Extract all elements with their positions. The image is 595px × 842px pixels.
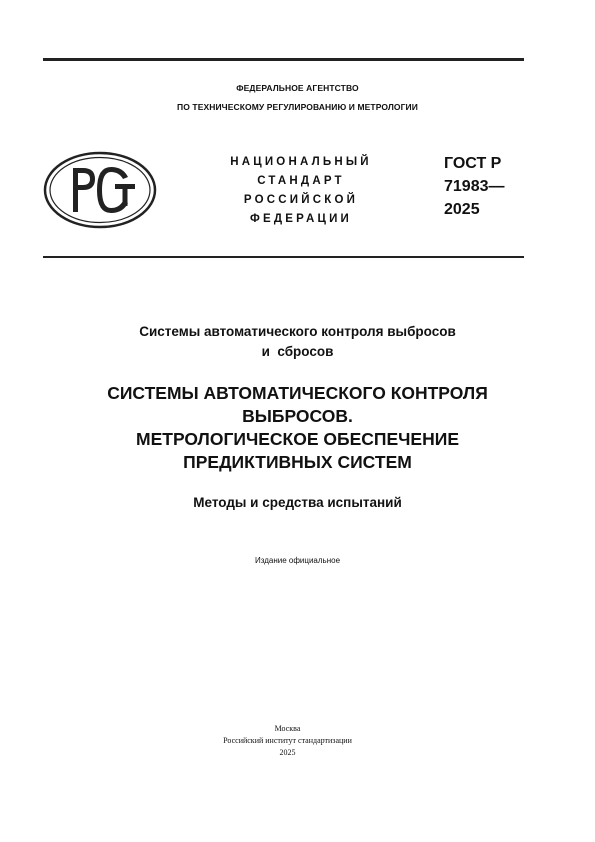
designation-line1: ГОСТ Р: [444, 155, 502, 172]
imprint-city: Москва: [274, 724, 301, 733]
standard-type-line: СТАНДАРТ: [257, 175, 345, 187]
series-title: [0, 322, 595, 362]
agency-name-line2: ПО ТЕХНИЧЕСКОМУ РЕГУЛИРОВАНИЮ И МЕТРОЛОГИИ: [177, 102, 418, 112]
document-title-line1: СИСТЕМЫ АВТОМАТИЧЕСКОГО КОНТРОЛЯ: [107, 383, 488, 403]
document-title-line4: ПРЕДИКТИВНЫХ СИСТЕМ: [183, 452, 412, 472]
top-rule: [43, 58, 524, 61]
imprint-publisher: Российский институт стандартизации: [223, 736, 352, 745]
document-title-line2: ВЫБРОСОВ.: [242, 406, 353, 426]
designation-line3: 2025: [444, 201, 480, 218]
bottom-rule: [43, 256, 524, 258]
imprint-year: 2025: [279, 748, 296, 757]
standard-designation: [444, 152, 505, 221]
document-title-line3: МЕТРОЛОГИЧЕСКОЕ ОБЕСПЕЧЕНИЕ: [136, 429, 459, 449]
edition-note: Издание официальное: [254, 556, 341, 565]
document-subtitle: Методы и средства испытаний: [193, 495, 402, 510]
agency-name-line1: ФЕДЕРАЛЬНОЕ АГЕНТСТВО: [236, 83, 359, 93]
standard-type-line: НАЦИОНАЛЬНЫЙ: [230, 156, 372, 168]
rst-gost-emblem-icon: [43, 150, 158, 230]
series-title-line2: и сбросов: [261, 344, 334, 359]
document-title: [0, 382, 595, 474]
series-title-line1: Системы автоматического контроля выбросов: [139, 324, 456, 339]
standard-type-block: [196, 153, 406, 229]
standard-type-line: РОССИЙСКОЙ: [243, 194, 359, 206]
designation-line2: 71983—: [444, 178, 505, 195]
imprint: [0, 723, 575, 759]
standard-type-line: ФЕДЕРАЦИИ: [249, 213, 353, 225]
